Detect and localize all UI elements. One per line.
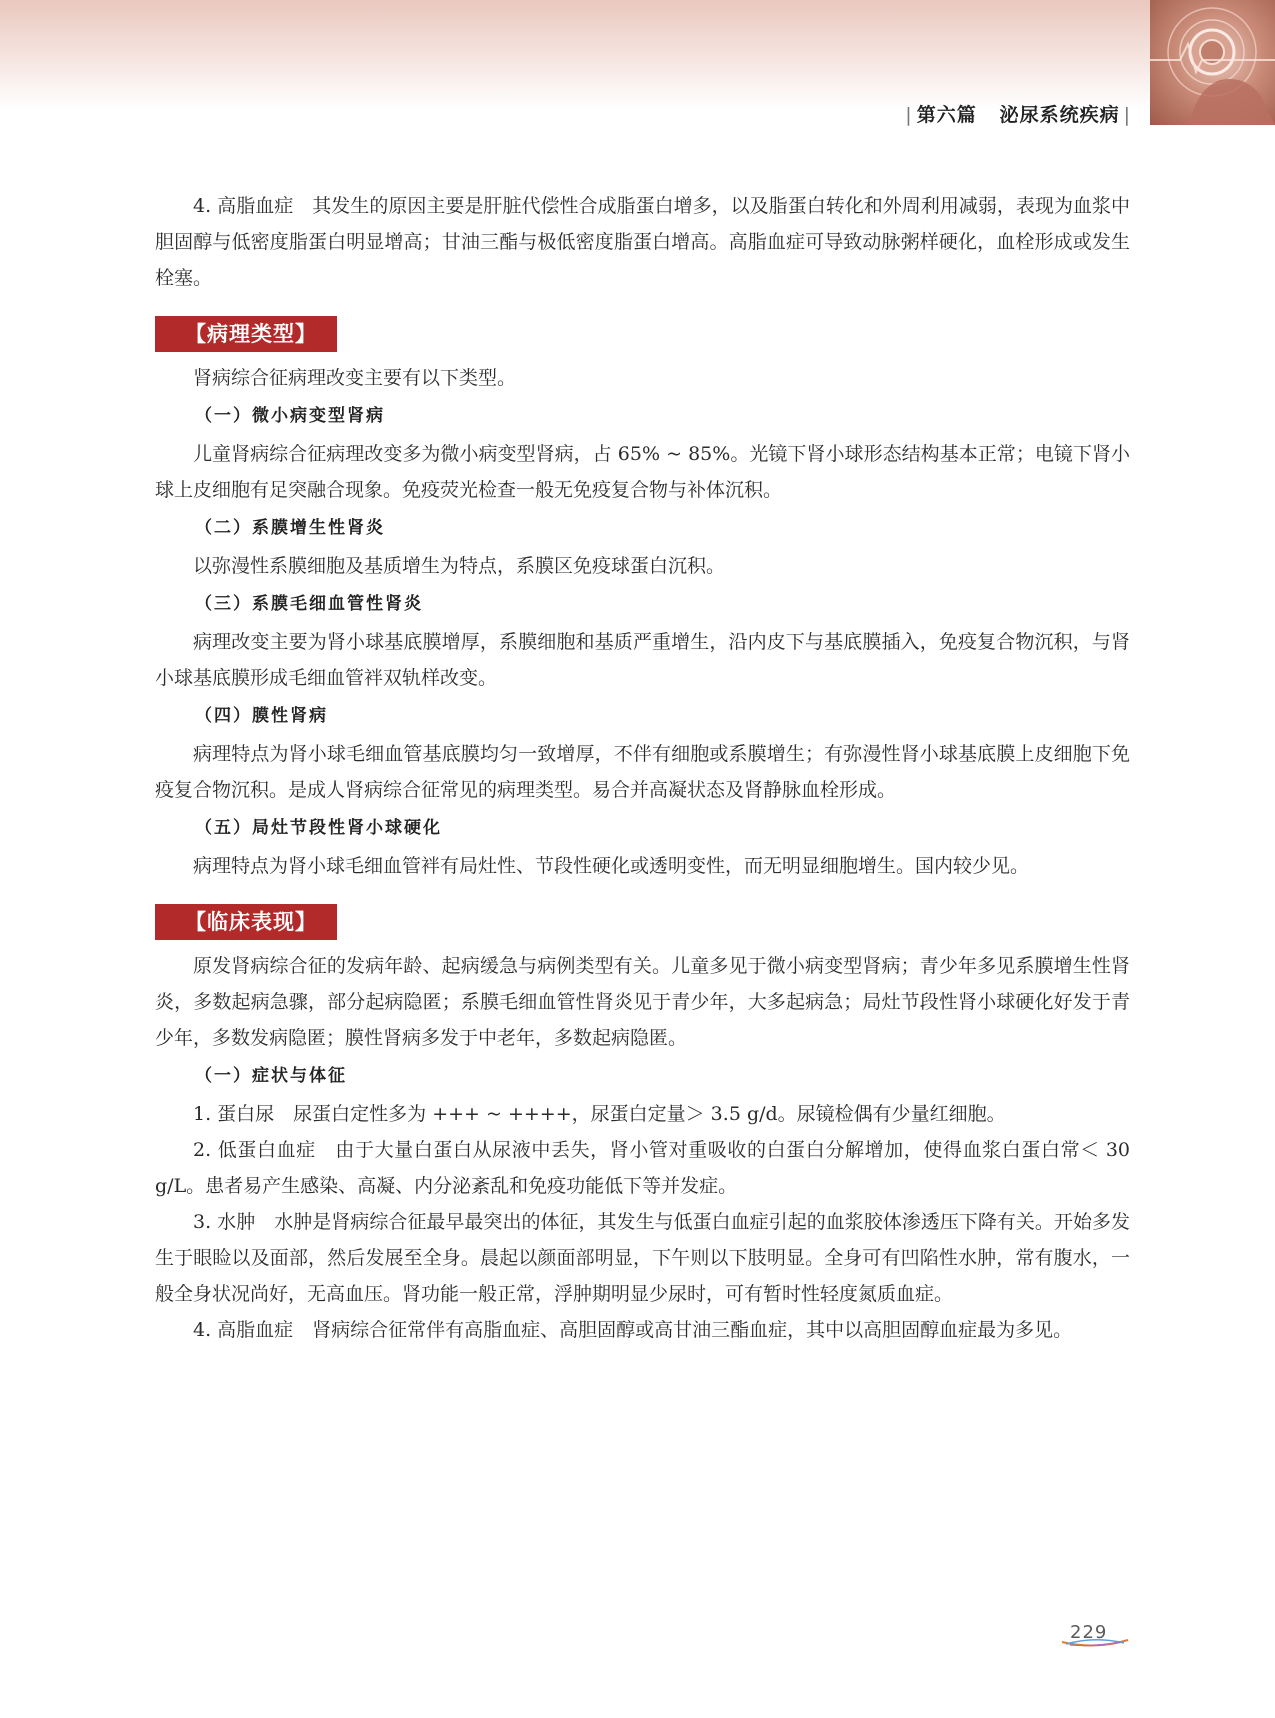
clinical-section-heading: 【临床表现】 [155,904,337,940]
pathology-type-text: 儿童肾病综合征病理改变多为微小病变型肾病，占 65% ~ 85%。光镜下肾小球形态结构基本正常；电镜下肾小球上皮细胞有足突融合现象。免疫荧光检查一般无免疫复合物与补体沉积。 [155,443,1130,501]
intro-paragraph: 4. 高脂血症 其发生的原因主要是肝脏代偿性合成脂蛋白增多，以及脂蛋白转化和外周利用减弱，表现为血浆中胆固醇与低密度脂蛋白明显增高；甘油三酯与极低密度脂蛋白增高。高脂血症可导致动脉粥样硬化，血栓形成或发生栓塞。 [155,195,1130,289]
page-number: 229 [1070,1622,1108,1643]
header-chapter: 泌尿系统疾病 [999,104,1120,126]
pathology-type-title: （四）膜性肾病 [195,706,328,726]
header-divider: | [1123,104,1131,126]
clinical-intro: 原发肾病综合征的发病年龄、起病缓急与病例类型有关。儿童多见于微小病变型肾病；青少年多见系膜增生性肾炎，多数起病急骤，部分起病隐匿；系膜毛细血管性肾炎见于青少年，大多起病急；局灶节段性肾小球硬化好发于青少年，多数发病隐匿；膜性肾病多发于中老年，多数起病隐匿。 [155,955,1130,1049]
pathology-intro: 肾病综合征病理改变主要有以下类型。 [193,367,517,389]
page-body [155,188,1130,1348]
clinical-item: 2. 低蛋白血症 由于大量白蛋白从尿液中丢失，肾小管对重吸收的白蛋白分解增加，使得血浆白蛋白常＜ 30 g/L。患者易产生感染、高凝、内分泌紊乱和免疫功能低下等并发症。 [155,1139,1130,1197]
pathology-type-title: （二）系膜增生性肾炎 [195,518,385,538]
running-header [901,100,1135,127]
pathology-type-text: 病理特点为肾小球毛细血管基底膜均匀一致增厚，不伴有细胞或系膜增生；有弥漫性肾小球基底膜上皮细胞下免疫复合物沉积。是成人肾病综合征常见的病理类型。易合并高凝状态及肾静脉血栓形成。 [155,743,1130,801]
pathology-type-title: （一）微小病变型肾病 [195,406,385,426]
header-divider: | [905,104,913,126]
clinical-sub-title: （一）症状与体征 [195,1066,347,1086]
header-band [0,0,1275,110]
pathology-type-text: 病理改变主要为肾小球基底膜增厚，系膜细胞和基质严重增生，沿内皮下与基底膜插入，免疫复合物沉积，与肾小球基底膜形成毛细血管袢双轨样改变。 [155,631,1130,689]
header-part: 第六篇 [916,104,977,126]
clinical-item: 1. 蛋白尿 尿蛋白定性多为 +++ ~ ++++，尿蛋白定量＞ 3.5 g/d。尿镜检偶有少量红细胞。 [193,1103,1006,1125]
pathology-section-heading: 【病理类型】 [155,316,337,352]
clinical-item: 3. 水肿 水肿是肾病综合征最早最突出的体征，其发生与低蛋白血症引起的血浆胶体渗透压下降有关。开始多发生于眼睑以及面部，然后发展至全身。晨起以颜面部明显，下午则以下肢明显。全身可有凹陷性水肿，常有腹水，一般全身状况尚好，无高血压。肾功能一般正常，浮肿期明显少尿时，可有暂时性轻度氮质血症。 [155,1211,1130,1305]
pathology-type-text: 以弥漫性系膜细胞及基质增生为特点，系膜区免疫球蛋白沉积。 [193,555,726,577]
pathology-type-text: 病理特点为肾小球毛细血管袢有局灶性、节段性硬化或透明变性，而无明显细胞增生。国内较少见。 [193,855,1030,877]
stethoscope-heart-image [1150,0,1275,125]
clinical-item: 4. 高脂血症 肾病综合征常伴有高脂血症、高胆固醇或高甘油三酯血症，其中以高胆固醇血症最为多见。 [193,1319,1073,1341]
pathology-type-title: （三）系膜毛细血管性肾炎 [195,594,423,614]
pathology-type-title: （五）局灶节段性肾小球硬化 [195,818,442,838]
